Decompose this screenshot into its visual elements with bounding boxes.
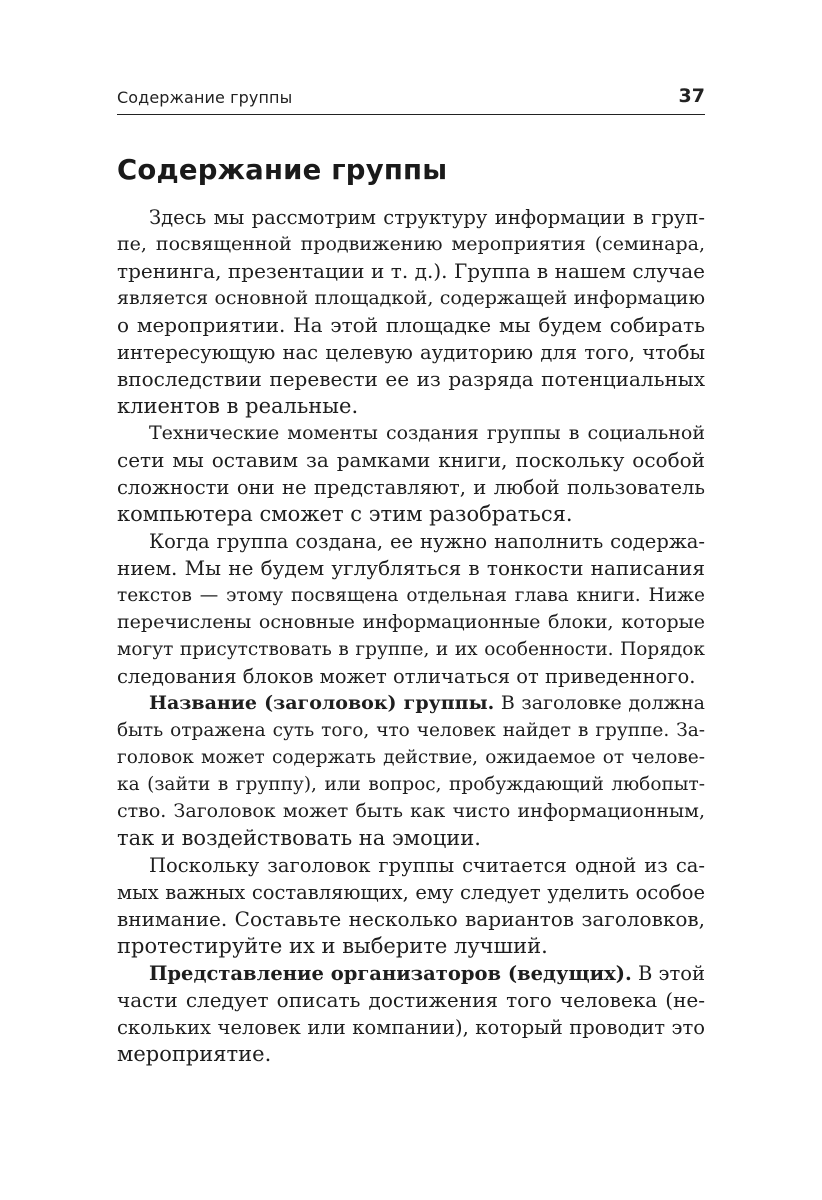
text-line (117, 960, 705, 987)
text-line: нием. Мы не будем углубляться в тонкости написания (117, 556, 705, 580)
text-line: могут присутствовать в группе, и их особенности. Порядок (117, 639, 705, 660)
paragraph (117, 852, 705, 960)
text-line: Технические моменты создания группы в социальной (149, 422, 705, 444)
text-line: пе, посвященной продвижению мероприятия (семинара, (117, 233, 705, 255)
text-line: Когда группа создана, ее нужно наполнить содержа- (149, 530, 705, 553)
text-line: ство. Заголовок может быть как чисто информационным, (117, 800, 705, 822)
text-run: В заголовке должна (494, 692, 705, 714)
body-text (117, 204, 705, 1068)
text-line: мых важных составляющих, ему следует уделить особое (117, 881, 705, 904)
page-number: 37 (678, 85, 705, 107)
paragraph (117, 420, 705, 528)
text-line (117, 690, 705, 717)
text-line: текстов — этому посвящена отдельная глава книги. Ниже (117, 585, 705, 606)
bold-lead: Представление организаторов (ведущих). (149, 962, 632, 985)
text-line: протестируйте их и выберите лучший. (117, 934, 548, 958)
text-line: перечислены основные информационные блоки, которые (117, 611, 705, 633)
running-header (117, 84, 705, 115)
text-line: части следует описать достижения того человека (не- (117, 988, 705, 1012)
running-header-title: Содержание группы (117, 88, 293, 107)
paragraph (117, 690, 705, 852)
paragraph (117, 528, 705, 690)
text-line: мероприятие. (117, 1042, 272, 1066)
section-heading: Содержание группы (117, 154, 448, 186)
text-line: сложности они не представляют, и любой пользователь (117, 476, 705, 499)
text-line: быть отражена суть того, что человек найдет в группе. За- (117, 720, 705, 741)
text-line: о мероприятии. На этой площадке мы будем собирать (117, 313, 705, 337)
text-line: компьютера сможет с этим разобраться. (117, 502, 573, 526)
text-line: является основной площадкой, содержащей информацию (117, 287, 705, 309)
text-run: В этой (631, 962, 705, 985)
paragraph (117, 204, 705, 420)
bold-lead: Название (заголовок) группы. (149, 692, 495, 714)
text-line: скольких человек или компании), который проводит это (117, 1016, 705, 1039)
text-line: внимание. Составьте несколько вариантов заголовков, (117, 907, 705, 931)
text-line: впоследствии перевести ее из разряда потенциальных (117, 367, 705, 391)
paragraph (117, 960, 705, 1068)
text-line: так и воздействовать на эмоции. (117, 826, 481, 850)
text-line: интересующую нас целевую аудиторию для того, чтобы (117, 341, 705, 364)
text-line: ка (зайти в группу), или вопрос, пробуждающий любопыт- (117, 774, 705, 795)
text-line: головок может содержать действие, ожидаемое от челове- (117, 747, 705, 768)
text-line: сети мы оставим за рамками книги, поскольку особой (117, 448, 705, 472)
text-line: Здесь мы рассмотрим структуру информации в груп- (149, 206, 705, 229)
text-line: Поскольку заголовок группы считается одной из са- (149, 854, 705, 877)
text-line: клиентов в реальные. (117, 394, 359, 418)
text-line: следования блоков может отличаться от приведенного. (117, 665, 696, 688)
text-line: тренинга, презентации и т. д.). Группа в нашем случае (117, 259, 705, 283)
